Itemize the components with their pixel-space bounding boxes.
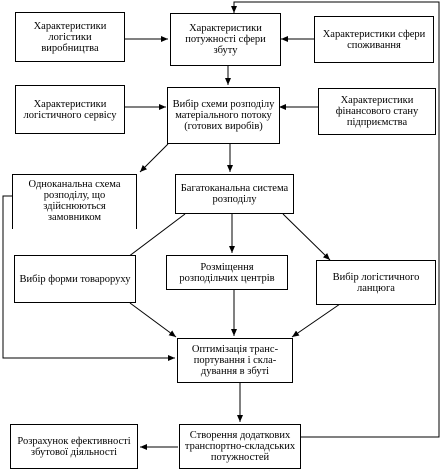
node-financial-state bbox=[318, 88, 436, 135]
node-trade-form-choice bbox=[14, 255, 136, 303]
node-logistics-production-label: Характеристики логістики виробництва bbox=[33, 20, 107, 54]
arrow-multi-to-chain bbox=[283, 214, 330, 260]
node-additional-capacities bbox=[179, 424, 301, 469]
arrow-choice-to-single bbox=[140, 144, 168, 172]
node-logistics-service-label: Характеристики логістичного сервісу bbox=[23, 98, 117, 121]
node-sales-capacity-label: Характеристики потужності сфери збуту bbox=[185, 23, 266, 56]
node-financial-state-label: Характеристики фінансового стану підприємства bbox=[335, 95, 419, 128]
node-single-channel bbox=[12, 174, 137, 229]
node-sales-capacity bbox=[170, 13, 281, 66]
node-distribution-centers-label: Розміщення розподільчих центрів bbox=[179, 261, 275, 284]
node-distribution-scheme-choice bbox=[167, 87, 280, 144]
node-logistics-service bbox=[15, 85, 125, 134]
node-single-channel-label: Одноканальна схема розподілу, що здійснюються замовником bbox=[28, 179, 121, 223]
node-logistics-chain-choice-label: Вибір логістичного ланцюга bbox=[332, 271, 420, 294]
node-consumption-sphere bbox=[314, 16, 434, 63]
node-logistics-chain-choice bbox=[316, 260, 436, 305]
node-multi-channel-label: Багатоканальна система розподілу bbox=[180, 183, 289, 205]
node-consumption-sphere-label: Характеристики сфери споживання bbox=[322, 28, 426, 51]
node-sales-efficiency-label: Розрахунок ефективності збутової діяльності bbox=[17, 435, 131, 458]
node-sales-efficiency bbox=[10, 424, 138, 469]
node-distribution-scheme-choice-label: Вибір схеми розподілу матеріального потоку (готових виробів) bbox=[172, 99, 275, 132]
node-distribution-centers bbox=[166, 255, 288, 290]
node-transport-optimization-label: Оптимізація транс-портування і скла-дування в збуті bbox=[191, 344, 279, 377]
arrow-trade-to-optimization bbox=[130, 303, 176, 337]
node-trade-form-choice-label: Вибір форми товароруху bbox=[19, 273, 131, 285]
node-additional-capacities-label: Створення додаткових транспортно-складських потужностей bbox=[184, 430, 296, 463]
node-logistics-production bbox=[15, 12, 125, 62]
arrow-chain-to-optimization bbox=[292, 304, 340, 337]
node-transport-optimization bbox=[177, 338, 293, 383]
node-multi-channel bbox=[175, 174, 294, 214]
